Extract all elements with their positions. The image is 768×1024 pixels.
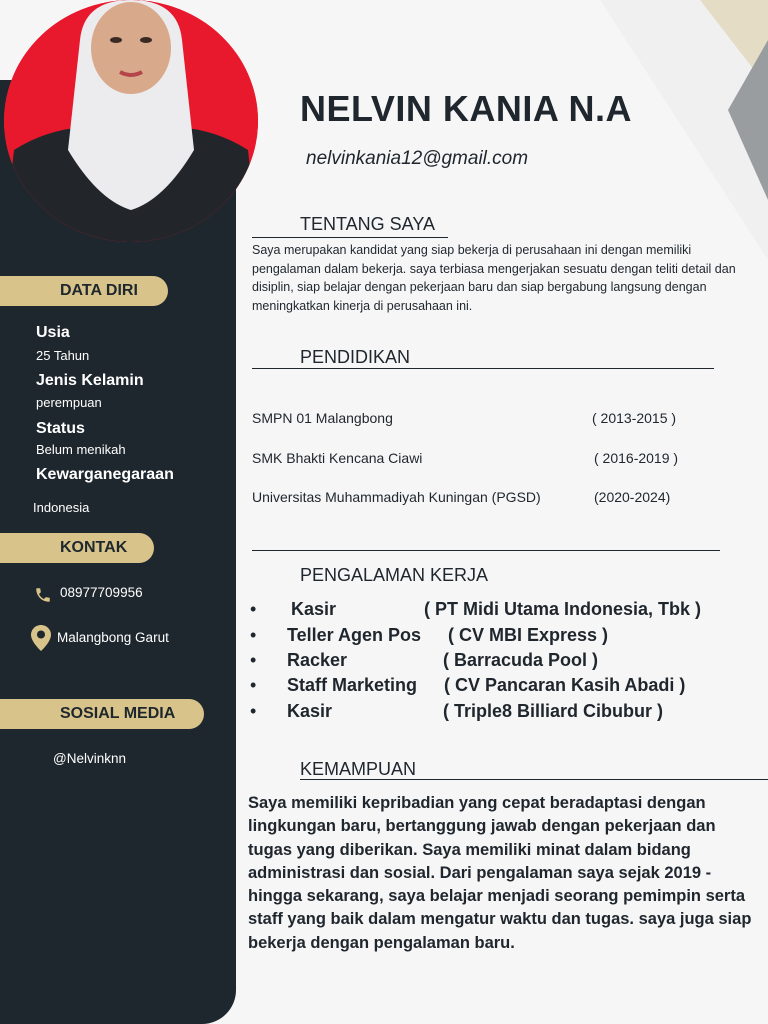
kontak-header [0, 533, 154, 563]
job-company: ( CV Pancaran Kasih Abadi ) [444, 675, 686, 695]
age-value: 25 Tahun [36, 348, 90, 363]
about-title: TENTANG SAYA [300, 214, 436, 234]
location-pin-icon [30, 624, 52, 652]
location-text: Malangbong Garut [57, 630, 169, 645]
education-school: SMPN 01 Malangbong [252, 410, 393, 426]
education-divider-bottom [252, 550, 720, 551]
job-role: Staff Marketing [287, 675, 418, 695]
job-company: ( CV MBI Express ) [448, 625, 609, 645]
gender-label: Jenis Kelamin [36, 372, 144, 389]
kontak-title: KONTAK [60, 539, 128, 556]
profile-photo [4, 0, 258, 242]
job-company: ( Barracuda Pool ) [443, 650, 599, 670]
status-label: Status [36, 420, 85, 437]
age-label: Usia [36, 324, 70, 341]
data-diri-header [0, 276, 168, 306]
job-role: Racker [287, 650, 348, 670]
education-years: (2020-2024) [594, 489, 671, 505]
list-bullet: • [250, 650, 257, 670]
education-years: ( 2016-2019 ) [594, 450, 679, 466]
candidate-email: nelvinkania12@gmail.com [306, 148, 529, 169]
job-company: ( PT Midi Utama Indonesia, Tbk ) [424, 599, 702, 619]
status-value: Belum menikah [36, 442, 126, 457]
phone-icon [34, 586, 52, 604]
citizenship-value: Indonesia [33, 500, 90, 515]
sosial-media-header [0, 699, 204, 729]
social-handle: @Nelvinknn [53, 751, 126, 766]
skills-title: KEMAMPUAN [300, 759, 417, 779]
list-bullet: • [250, 701, 257, 721]
education-title: PENDIDIKAN [300, 347, 416, 368]
list-bullet: • [250, 625, 257, 645]
sosial-media-title: SOSIAL MEDIA [60, 705, 176, 722]
about-divider [252, 237, 448, 238]
candidate-name: NELVIN KANIA N.A [300, 88, 632, 129]
skills-text: Saya memiliki kepribadian yang cepat beradaptasi dengan lingkungan baru, bertanggung jawab dengan pekerjaan dan tugas yang diberikan. Saya memiliki minat dalam bidang administrasi dan sosial. Dari pengalaman saya sejak 2019 - hingga sekarang, saya belajar menjadi seorang pemimpin serta staff yang baik dalam mengatur waktu dan tugas. saya juga siap bekerja dengan pengalaman baru. [248, 794, 752, 952]
education-school: Universitas Muhammadiyah Kuningan (PGSD) [252, 489, 541, 505]
list-bullet: • [250, 675, 257, 695]
job-role: Kasir [291, 599, 337, 619]
education-divider-top [252, 368, 714, 369]
skills-divider [300, 779, 768, 780]
gender-value: perempuan [36, 395, 102, 410]
job-company: ( Triple8 Billiard Cibubur ) [443, 701, 664, 721]
about-text: Saya merupakan kandidat yang siap bekerja di perusahaan ini dengan memiliki pengalaman dalam bekerja. saya terbiasa mengerjakan sesuatu dengan teliti detail dan disiplin, siap belajar dengan pekerjaan baru dan siap bergabung langsung dengan meningkatkan kinerja di perusahaan ini. [252, 243, 736, 313]
list-bullet: • [250, 599, 257, 619]
citizenship-label: Kewarganegaraan [36, 466, 174, 483]
data-diri-title: DATA DIRI [60, 282, 138, 299]
phone-number: 08977709956 [60, 585, 143, 600]
education-years: ( 2013-2015 ) [592, 410, 677, 426]
experience-title: PENGALAMAN KERJA [300, 565, 489, 585]
job-role: Teller Agen Pos [287, 625, 422, 645]
job-role: Kasir [287, 701, 333, 721]
education-school: SMK Bhakti Kencana Ciawi [252, 450, 423, 466]
